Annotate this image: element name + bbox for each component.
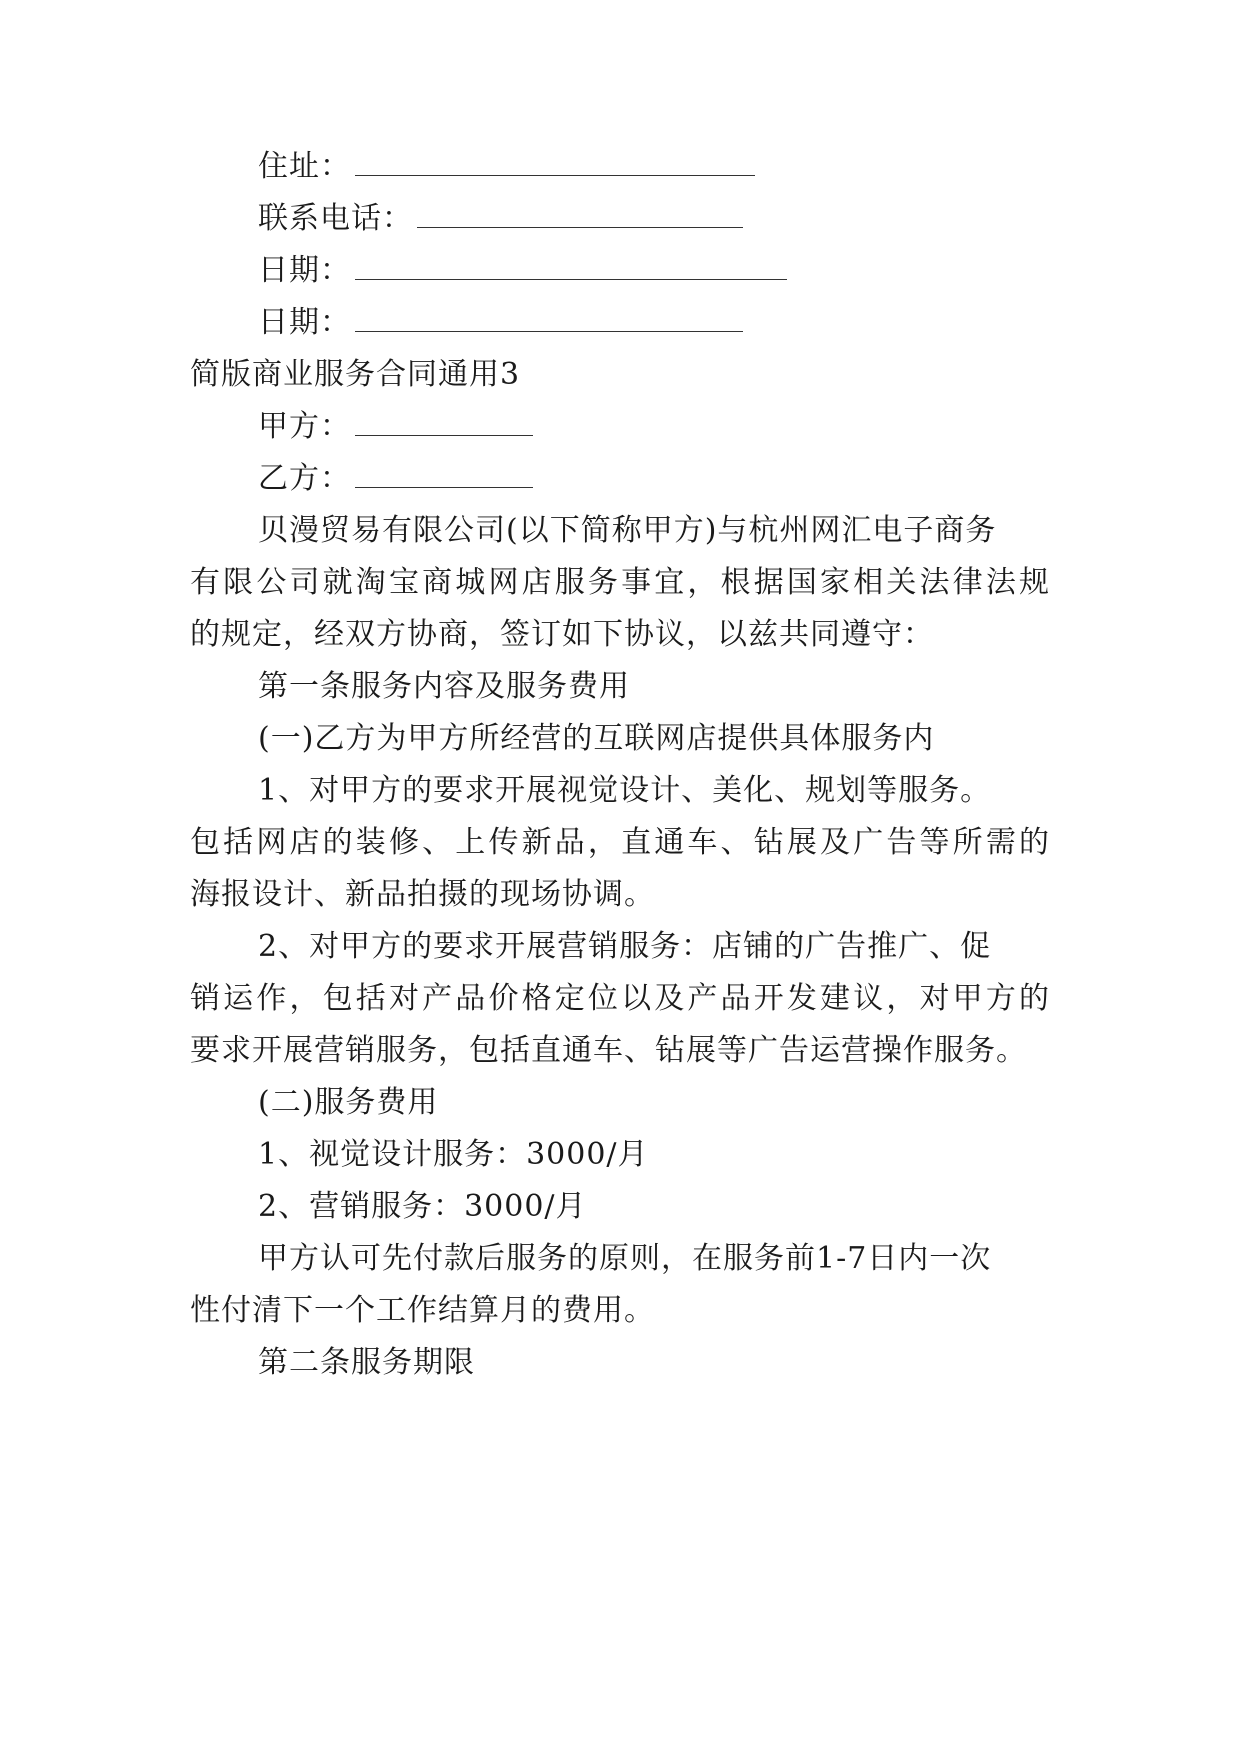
article2-title: 第二条服务期限: [258, 1345, 475, 1380]
phone-field: [258, 199, 743, 239]
party-b-blank: [355, 461, 533, 488]
date-label-1: 日期：: [258, 253, 351, 288]
date-field-2: [258, 303, 743, 343]
article1-sub2: (二)服务费用: [258, 1085, 439, 1120]
item2-line-2: 销运作，包括对产品价格定位以及产品开发建议，对甲方的: [190, 981, 1050, 1016]
date-field-1: [258, 251, 787, 291]
fee-line-2: 2、营销服务：3000/月: [258, 1189, 587, 1224]
intro-line-1: 贝漫贸易有限公司(以下简称甲方)与杭州网汇电子商务: [258, 513, 997, 548]
intro-line-3: 的规定，经双方协商，签订如下协议，以兹共同遵守：: [190, 617, 934, 652]
party-a-label: 甲方：: [258, 409, 351, 444]
party-b-field: [258, 459, 533, 499]
party-a-blank: [355, 409, 533, 436]
date-blank-2: [355, 305, 743, 332]
address-label: 住址：: [258, 149, 351, 184]
article1-sub1: (一)乙方为甲方所经营的互联网店提供具体服务内: [258, 721, 935, 756]
item2-line-3: 要求开展营销服务，包括直通车、钻展等广告运营操作服务。: [190, 1033, 1027, 1068]
fee-line-1: 1、视觉设计服务：3000/月: [258, 1137, 649, 1172]
date-label-2: 日期：: [258, 305, 351, 340]
item2-line-1: 2、对甲方的要求开展营销服务：店铺的广告推广、促: [258, 929, 992, 964]
intro-line-2: 有限公司就淘宝商城网店服务事宜，根据国家相关法律法规: [190, 565, 1050, 600]
party-a-field: [258, 407, 533, 447]
section-title: 简版商业服务合同通用3: [190, 357, 521, 392]
payment-line-1: 甲方认可先付款后服务的原则，在服务前1-7日内一次: [258, 1241, 992, 1276]
article1-title: 第一条服务内容及服务费用: [258, 669, 630, 704]
item1-line-3: 海报设计、新品拍摄的现场协调。: [190, 877, 655, 912]
address-field: [258, 147, 755, 187]
date-blank-1: [355, 253, 787, 280]
item1-line-1: 1、对甲方的要求开展视觉设计、美化、规划等服务。: [258, 773, 992, 808]
party-b-label: 乙方：: [258, 461, 351, 496]
payment-line-2: 性付清下一个工作结算月的费用。: [190, 1293, 655, 1328]
phone-label: 联系电话：: [258, 201, 413, 236]
phone-blank: [417, 201, 743, 228]
address-blank: [355, 149, 755, 176]
item1-line-2: 包括网店的装修、上传新品，直通车、钻展及广告等所需的: [190, 825, 1050, 860]
